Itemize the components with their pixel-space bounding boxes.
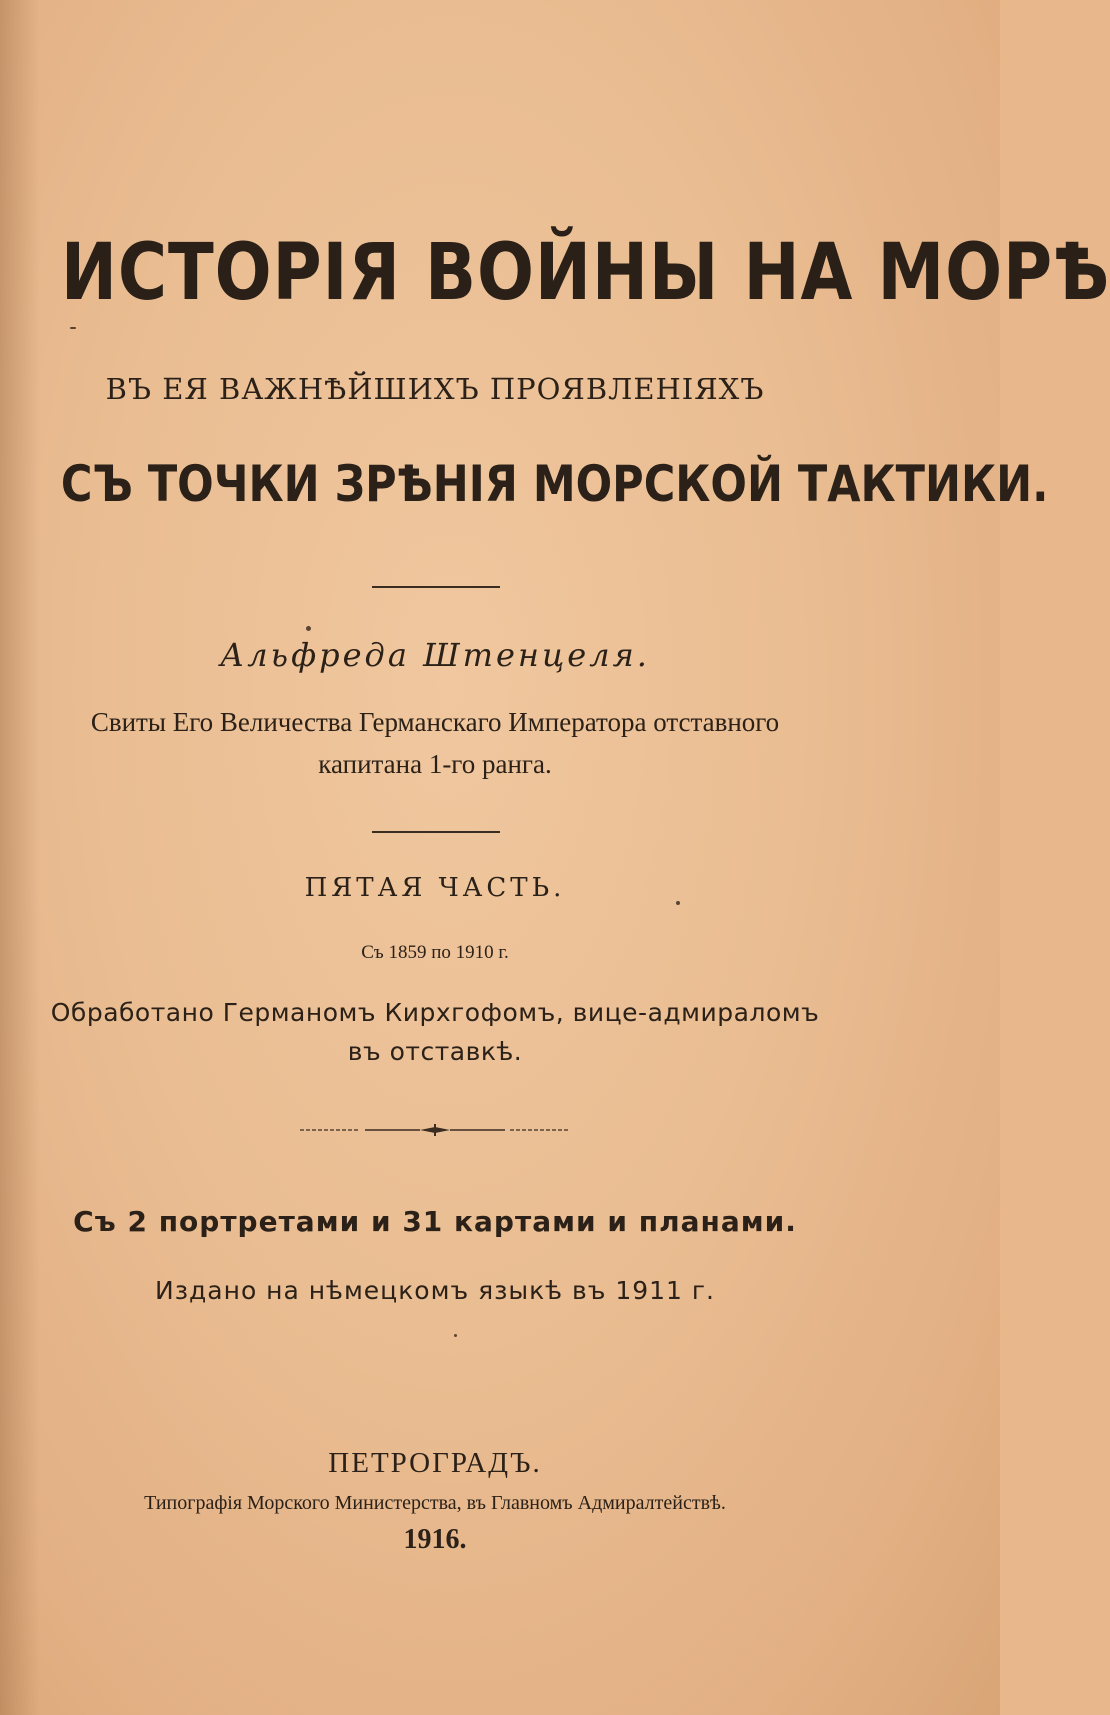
part-number: ПЯТАЯ ЧАСТЬ. bbox=[304, 873, 566, 903]
paper-speck bbox=[676, 901, 680, 905]
divider-rule-1 bbox=[372, 586, 500, 588]
paper-speck bbox=[306, 626, 311, 631]
period-covered: Съ 1859 по 1910 г. bbox=[361, 942, 509, 963]
author-title-line-1: Свиты Его Величества Германскаго Императора отставного bbox=[90, 707, 780, 737]
author-name: Альфреда Штенцеля. bbox=[220, 636, 650, 674]
author-title-line-2: капитана 1-го ранга. bbox=[318, 749, 552, 779]
ornament-divider-icon bbox=[300, 1120, 570, 1140]
publication-city: ПЕТРОГРАДЪ. bbox=[328, 1447, 542, 1479]
subtitle-line-1: ВЪ ЕЯ ВАЖНѢЙШИХЪ ПРОЯВЛЕНІЯХЪ bbox=[105, 372, 765, 406]
original-publication-note: Издано на нѣмецкомъ языкѣ въ 1911 г. bbox=[155, 1276, 715, 1305]
edited-by-line-2: въ отставкѣ. bbox=[347, 1037, 523, 1066]
edited-by-line-1: Обработано Германомъ Кирхгофомъ, вице-адмираломъ bbox=[50, 998, 820, 1027]
printer-line: Типографія Морского Министерства, въ Главномъ Адмиралтействѣ. bbox=[144, 1492, 726, 1514]
paper-speck bbox=[70, 327, 76, 329]
book-title: ИСТОРІЯ ВОЙНЫ НА МОРѢ bbox=[60, 228, 1110, 318]
paper-speck bbox=[454, 1334, 457, 1337]
publication-year: 1916. bbox=[403, 1524, 467, 1555]
illustrations-note: Съ 2 портретами и 31 картами и планами. bbox=[73, 1205, 797, 1238]
divider-rule-2 bbox=[372, 831, 500, 833]
subtitle-line-2: СЪ ТОЧКИ ЗРѢНІЯ МОРСКОЙ ТАКТИКИ. bbox=[60, 455, 1049, 513]
